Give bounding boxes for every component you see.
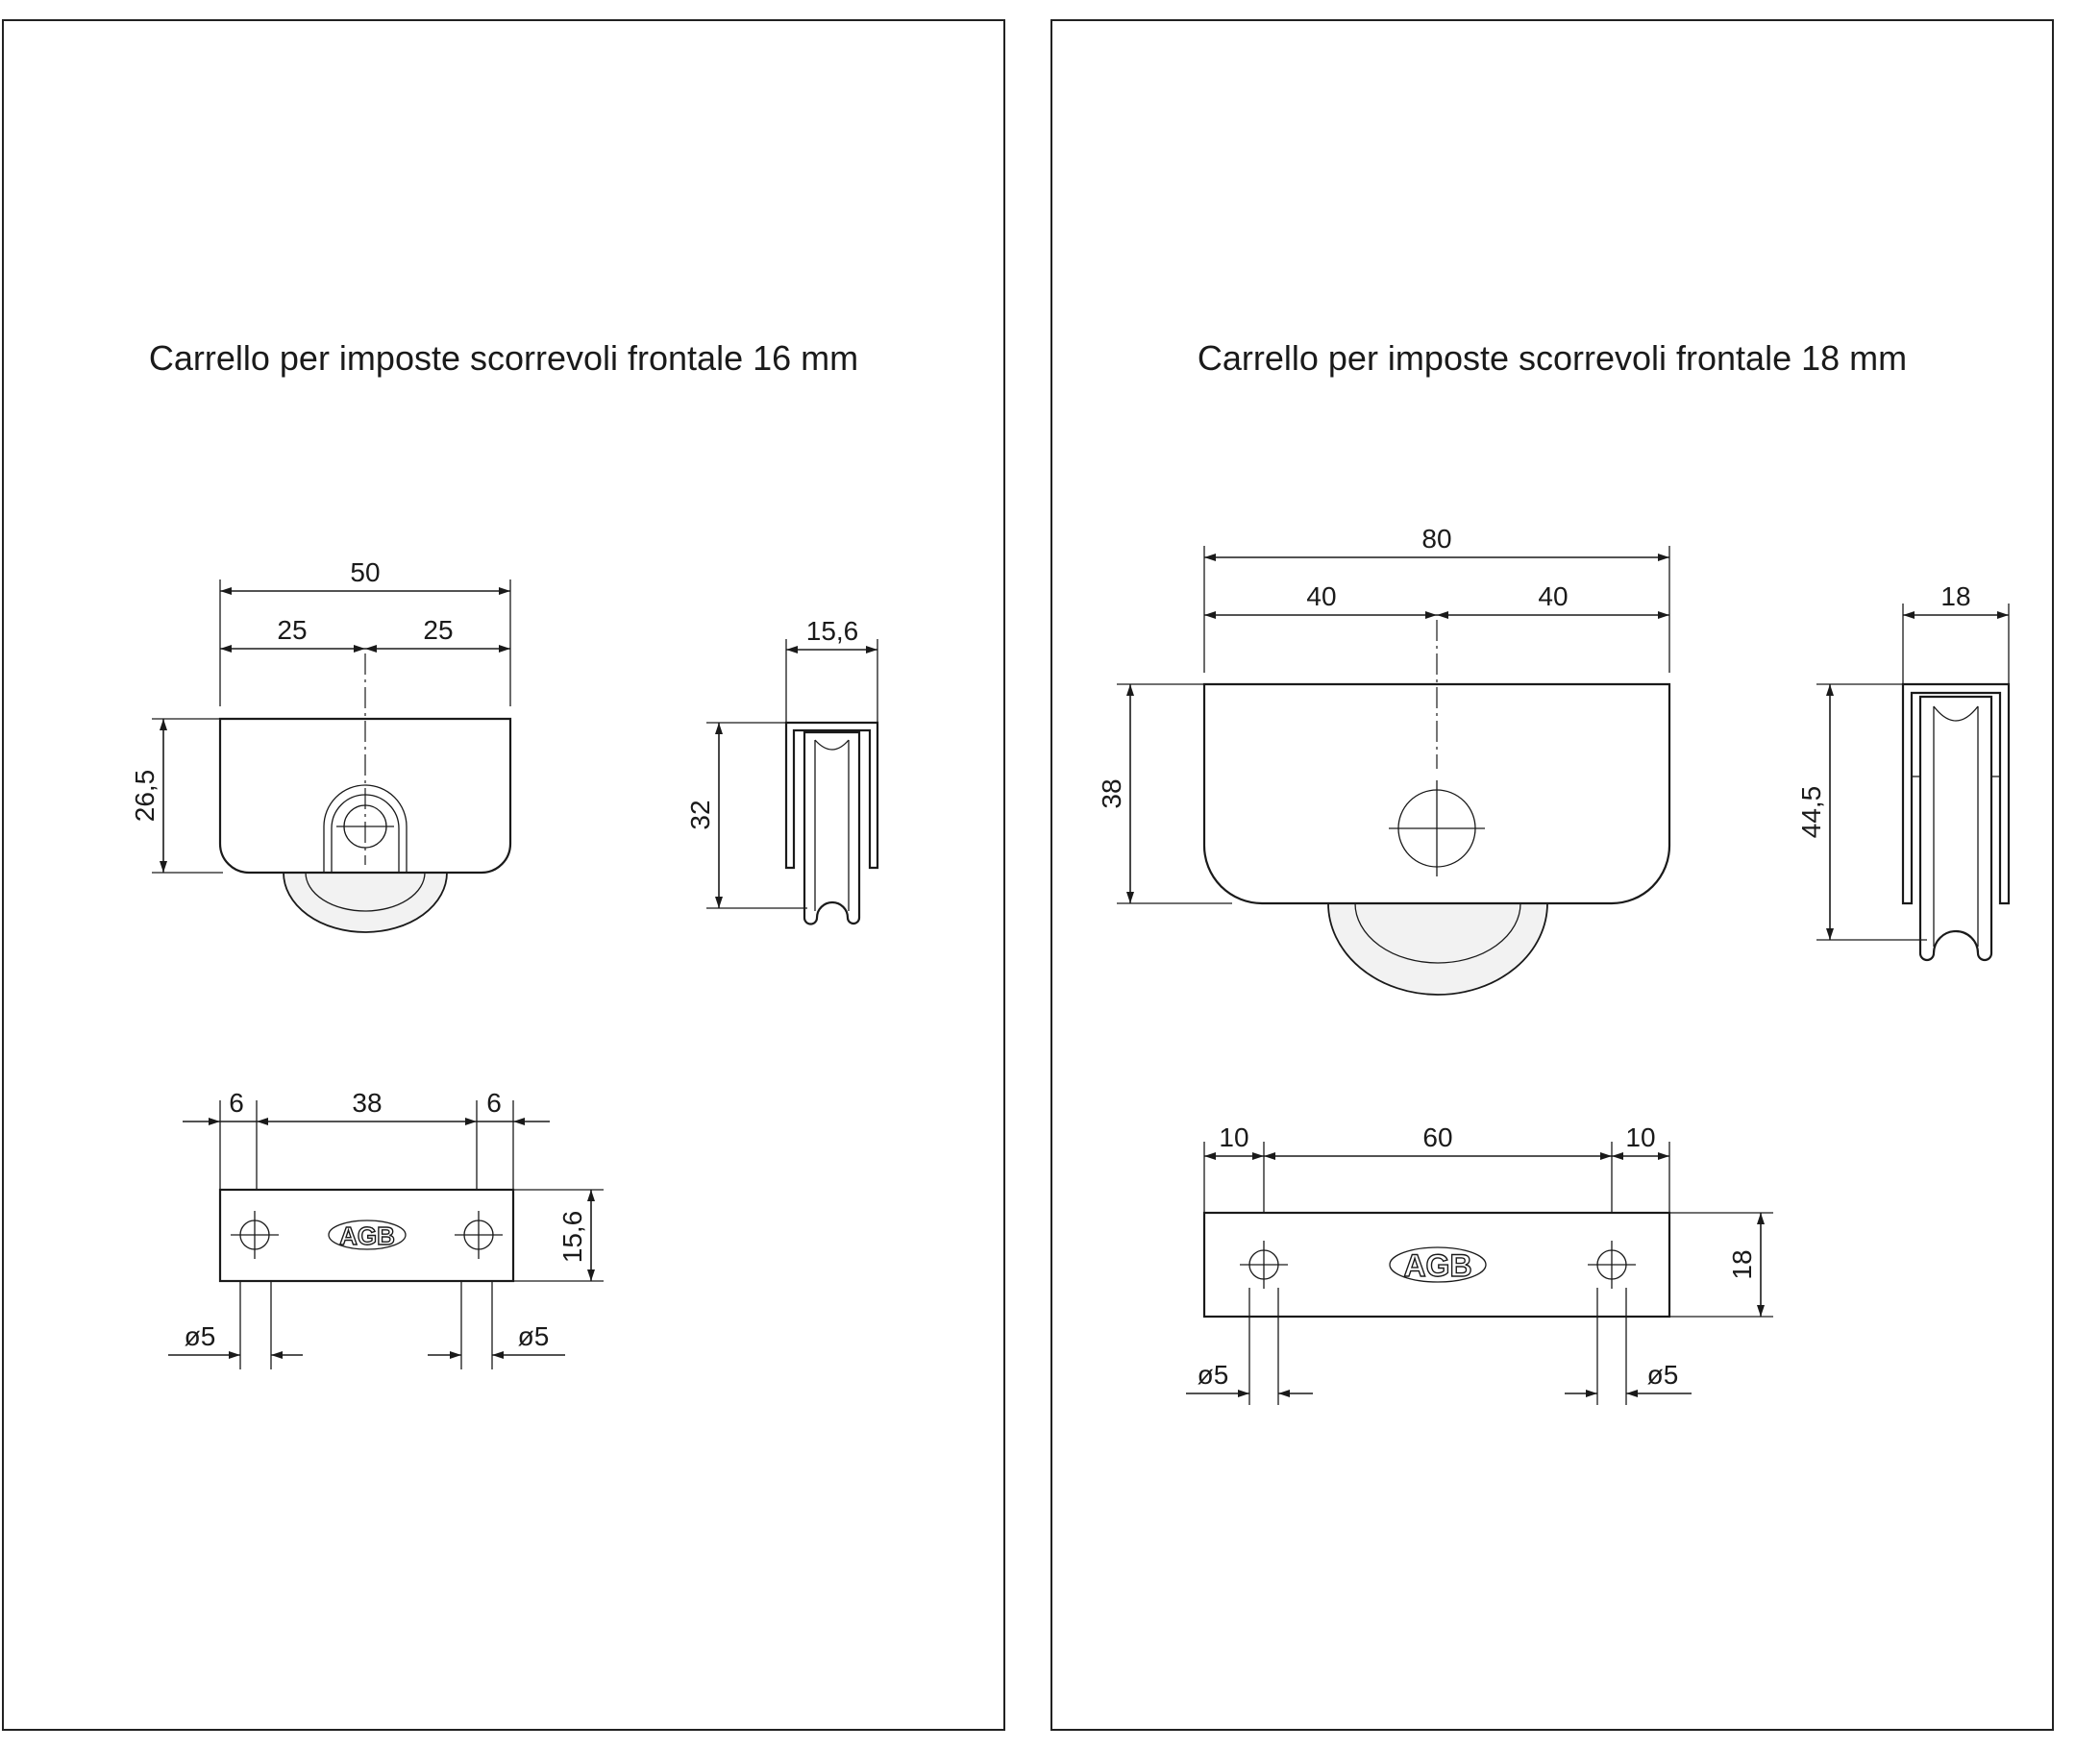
panel-title: Carrello per imposte scorrevoli frontale 18 mm (1197, 338, 1908, 378)
dim-depth: 18 (1727, 1249, 1757, 1280)
bottom-view-16 (168, 1088, 604, 1369)
dim-right: 40 (1538, 581, 1569, 611)
agb-logo (329, 1220, 406, 1250)
dim-left: 25 (277, 615, 308, 645)
front-view-18 (1097, 524, 1669, 995)
dim-span: 60 (1422, 1122, 1453, 1152)
dim-hole-right: ø5 (517, 1321, 550, 1351)
dim-hole-left: ø5 (184, 1321, 216, 1351)
dim-edge-left: 10 (1219, 1122, 1249, 1152)
dim-left: 40 (1306, 581, 1337, 611)
dim-span: 38 (352, 1088, 383, 1118)
dim-edge-right: 6 (486, 1088, 502, 1118)
dim-height: 44,5 (1796, 785, 1826, 839)
wheel (284, 873, 447, 932)
dim-edge-left: 6 (229, 1088, 244, 1118)
dim-depth: 15,6 (557, 1210, 587, 1264)
panel-title: Carrello per imposte scorrevoli frontale 16 mm (148, 338, 859, 378)
dim-right: 25 (423, 615, 454, 645)
dim-height: 38 (1097, 778, 1126, 809)
dim-edge-right: 10 (1625, 1122, 1656, 1152)
agb-logo (1390, 1247, 1486, 1283)
front-view-16 (130, 557, 510, 932)
dim-width: 18 (1940, 581, 1971, 611)
dim-total: 80 (1421, 524, 1452, 554)
dim-hole-right: ø5 (1646, 1360, 1679, 1390)
dim-hole-left: ø5 (1197, 1360, 1229, 1390)
side-view-16 (685, 616, 877, 924)
dim-width: 15,6 (805, 616, 859, 646)
wheel (1328, 903, 1547, 995)
dim-total: 50 (350, 557, 381, 587)
bottom-view-18 (1186, 1122, 1773, 1405)
dim-height: 26,5 (130, 769, 160, 823)
svg-text:AGB: AGB (339, 1221, 395, 1250)
dim-height: 32 (685, 800, 715, 830)
svg-text:AGB: AGB (1403, 1248, 1472, 1283)
side-view-18 (1796, 581, 2009, 960)
